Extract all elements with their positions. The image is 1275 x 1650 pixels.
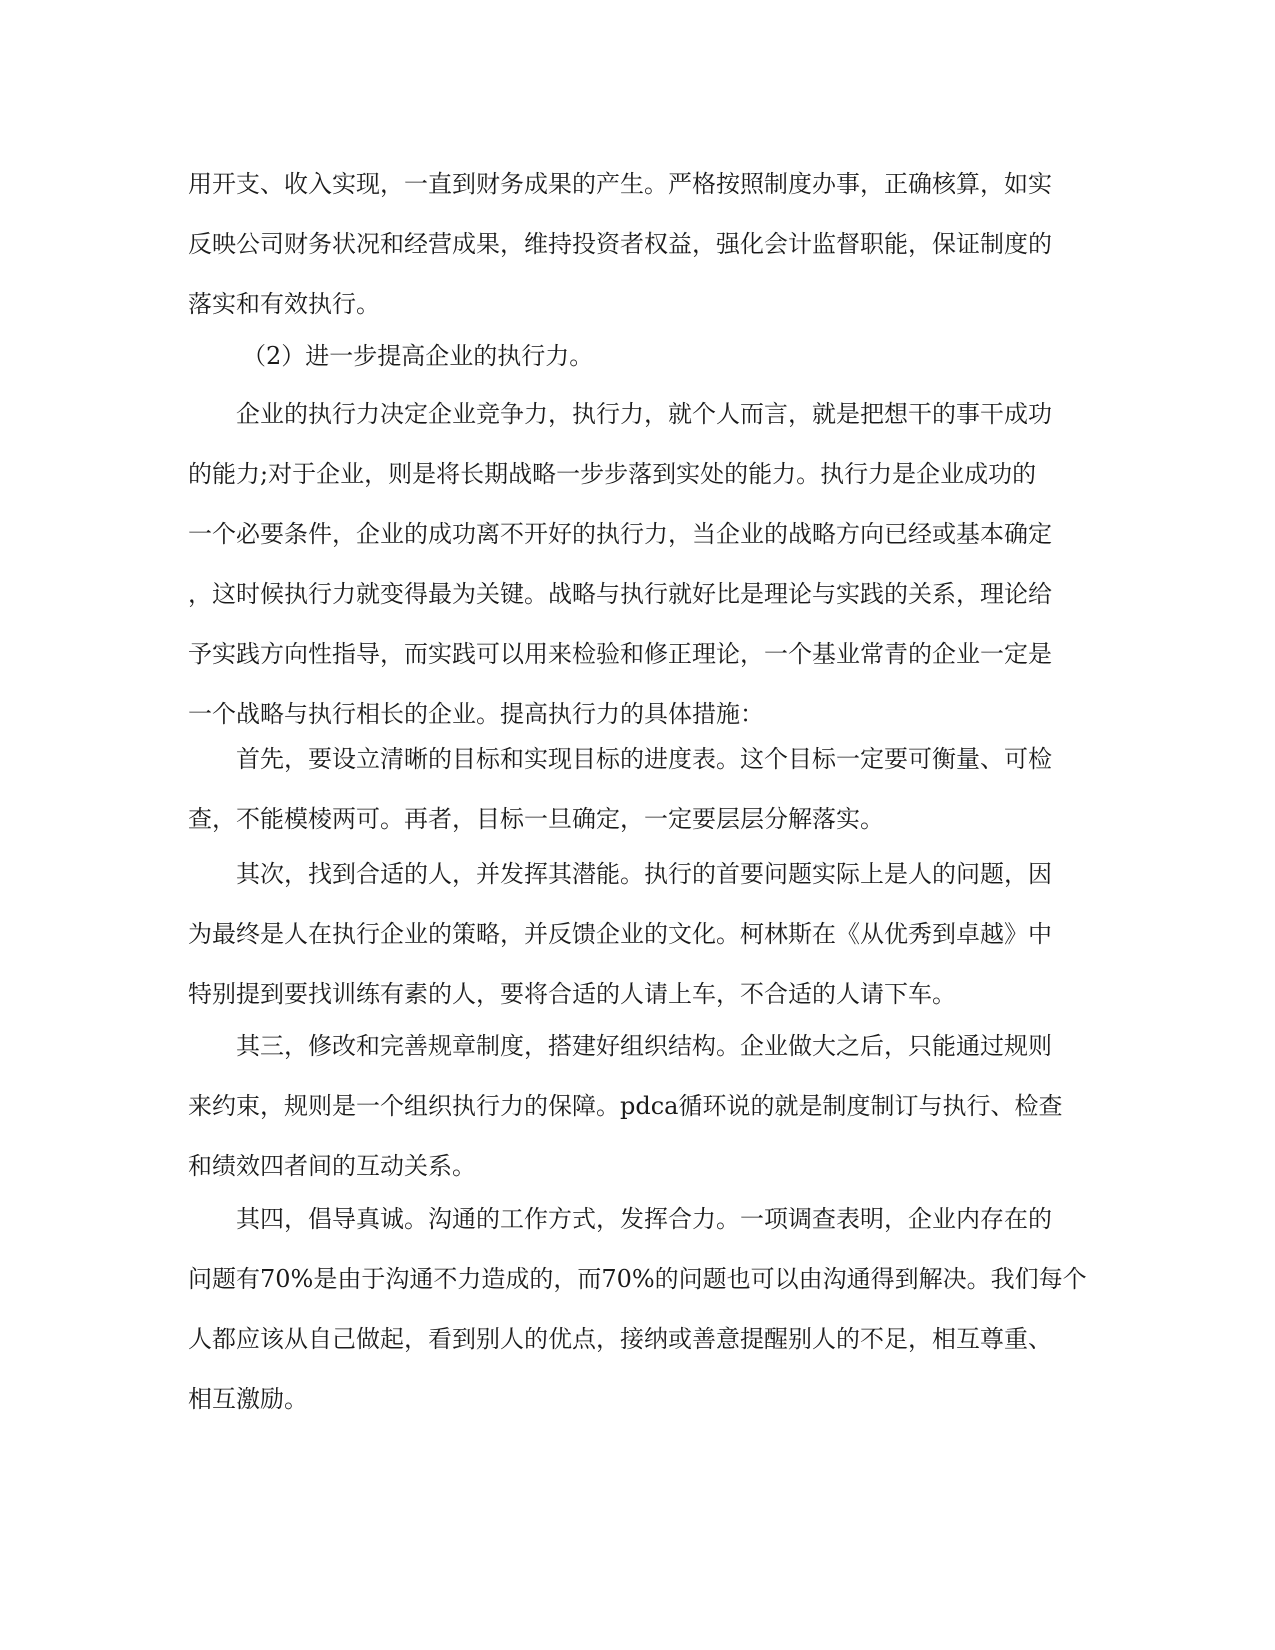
text-line: 特别提到要找训练有素的人，要将合适的人请上车，不合适的人请下车。 [188, 980, 956, 1008]
text-line: ，这时候执行力就变得最为关键。战略与执行就好比是理论与实践的关系，理论给 [188, 580, 1052, 608]
text-line: 和绩效四者间的互动关系。 [188, 1152, 476, 1180]
text-line: 落实和有效执行。 [188, 290, 380, 318]
text-line: 首先，要设立清晰的目标和实现目标的进度表。这个目标一定要可衡量、可检 [236, 745, 1052, 773]
text-line: 予实践方向性指导，而实践可以用来检验和修正理论，一个基业常青的企业一定是 [188, 640, 1052, 668]
paragraph-third-measure [188, 1016, 1088, 1196]
heading-line: （2）进一步提高企业的执行力。 [242, 342, 594, 370]
text-line: 来约束，规则是一个组织执行力的保障。pdca循环说的就是制度制订与执行、检查 [188, 1092, 1063, 1120]
text-line: 一个战略与执行相长的企业。提高执行力的具体措施： [188, 700, 764, 728]
paragraph-second-measure [188, 844, 1088, 1024]
paragraph-financial-accounting [188, 154, 1088, 334]
text-line: 企业的执行力决定企业竞争力，执行力，就个人而言，就是把想干的事干成功 [236, 400, 1052, 428]
paragraph-first-measure [188, 729, 1088, 849]
section-heading-execution [188, 326, 1088, 386]
text-line: 一个必要条件，企业的成功离不开好的执行力，当企业的战略方向已经或基本确定 [188, 520, 1052, 548]
text-line: 其次，找到合适的人，并发挥其潜能。执行的首要问题实际上是人的问题，因 [236, 860, 1052, 888]
text-line: 其三，修改和完善规章制度，搭建好组织结构。企业做大之后，只能通过规则 [236, 1032, 1052, 1060]
text-line: 相互激励。 [188, 1385, 308, 1413]
text-line: 反映公司财务状况和经营成果，维持投资者权益，强化会计监督职能，保证制度的 [188, 230, 1052, 258]
text-line: 问题有70%是由于沟通不力造成的，而70%的问题也可以由沟通得到解决。我们每个 [188, 1265, 1087, 1293]
paragraph-execution-intro [188, 384, 1088, 744]
paragraph-fourth-measure [188, 1189, 1088, 1429]
text-line: 用开支、收入实现，一直到财务成果的产生。严格按照制度办事，正确核算，如实 [188, 170, 1052, 198]
text-line: 为最终是人在执行企业的策略，并反馈企业的文化。柯林斯在《从优秀到卓越》中 [188, 920, 1052, 948]
text-line: 的能力;对于企业，则是将长期战略一步步落到实处的能力。执行力是企业成功的 [188, 460, 1037, 488]
text-line: 人都应该从自己做起，看到别人的优点，接纳或善意提醒别人的不足，相互尊重、 [188, 1325, 1052, 1353]
text-line: 查，不能模棱两可。再者，目标一旦确定，一定要层层分解落实。 [188, 805, 884, 833]
text-line: 其四，倡导真诚。沟通的工作方式，发挥合力。一项调查表明，企业内存在的 [236, 1205, 1052, 1233]
